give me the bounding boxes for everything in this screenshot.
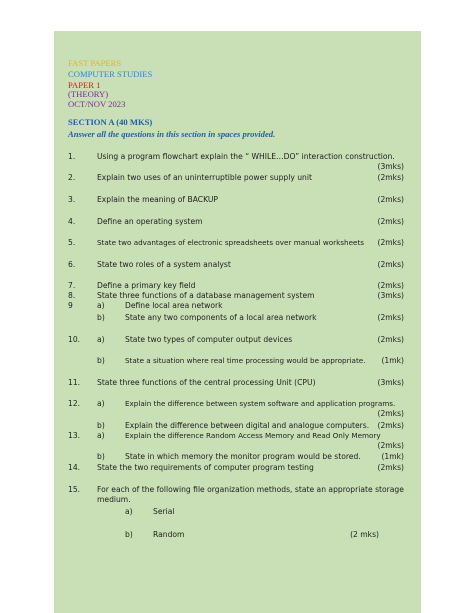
question-number: 15. — [68, 485, 81, 494]
question-text: State three functions of the central processing Unit (CPU) — [97, 378, 316, 387]
question-sub-label: a) — [97, 301, 105, 310]
question-marks: (2mks) — [377, 409, 404, 418]
question-number: 10. — [68, 335, 81, 344]
header-subject: COMPUTER STUDIES — [68, 69, 153, 79]
question-text: State two advantages of electronic spreadsheets over manual worksheets — [97, 238, 365, 247]
question-number: 7. — [68, 281, 76, 290]
question-text-continued: medium. — [97, 495, 131, 504]
question-sub-label: a) — [97, 431, 105, 440]
question-number: 2. — [68, 173, 76, 182]
question-marks: (2mks) — [377, 463, 404, 472]
question-marks: (2mks) — [377, 238, 404, 247]
question-marks: (2mks) — [377, 313, 404, 322]
question-number: 13. — [68, 431, 81, 440]
question-marks: (2mks) — [377, 195, 404, 204]
question-text: Explain the difference between system software and application programs. — [125, 399, 396, 408]
question-marks: (2mks) — [377, 335, 404, 344]
question-number: 8. — [68, 291, 76, 300]
question-text: State two types of computer output devices — [125, 335, 293, 344]
question-text: State two roles of a system analyst — [97, 260, 231, 269]
question-number: 9 — [68, 301, 73, 310]
header-publisher: FAST PAPERS — [68, 58, 122, 68]
question-text: Explain two uses of an uninterruptible power supply unit — [97, 173, 312, 182]
question-marks: (2mks) — [377, 173, 404, 182]
section-title: SECTION A (40 MKS) — [68, 117, 153, 127]
question-marks: (3mks) — [377, 378, 404, 387]
question-text: State in which memory the monitor program would be stored. — [125, 452, 361, 461]
question-text: Explain the difference Random Access Memory and Read Only Memory — [125, 431, 381, 440]
header-paper: PAPER 1 — [68, 80, 101, 90]
question-number: 14. — [68, 463, 81, 472]
question-marks: (2mks) — [377, 421, 404, 430]
question-marks: (3mks) — [377, 162, 404, 171]
question-sub-label: b) — [97, 313, 105, 322]
question-text: Explain the meaning of BACKUP — [97, 195, 218, 204]
question-text: Random — [153, 530, 185, 539]
question-sub-label: b) — [97, 452, 105, 461]
question-sub-label: b) — [125, 530, 133, 539]
question-text: Explain the difference between digital and analogue computers. — [125, 421, 370, 430]
section-instruction: Answer all the questions in this section in spaces provided. — [68, 129, 276, 139]
question-number: 3. — [68, 195, 76, 204]
question-number: 6. — [68, 260, 76, 269]
question-marks: (2mks) — [377, 441, 404, 450]
question-number: 5. — [68, 238, 76, 247]
header-date: OCT/NOV 2023 — [68, 99, 126, 109]
question-sub-label: a) — [125, 507, 133, 516]
question-marks: (2mks) — [377, 217, 404, 226]
question-text: State any two components of a local area network — [125, 313, 317, 322]
question-text: For each of the following file organization methods, state an appropriate storage — [97, 485, 404, 494]
question-marks: (1mk) — [381, 452, 404, 461]
question-number: 11. — [68, 378, 81, 387]
exam-page — [54, 31, 421, 613]
question-marks: (2mks) — [377, 260, 404, 269]
question-text: State the two requirements of computer program testing — [97, 463, 314, 472]
question-number: 12. — [68, 399, 81, 408]
question-number: 4. — [68, 217, 76, 226]
header-theory: (THEORY) — [68, 89, 109, 99]
question-sub-label: b) — [97, 421, 105, 430]
question-text: Serial — [153, 507, 175, 516]
question-number: 1. — [68, 152, 76, 161]
question-sub-label: a) — [97, 335, 105, 344]
question-text: Define an operating system — [97, 217, 203, 226]
question-sub-label: a) — [97, 399, 105, 408]
question-marks: (2mks) — [377, 281, 404, 290]
question-marks: (3mks) — [377, 291, 404, 300]
question-marks: (2 mks) — [350, 530, 379, 539]
question-sub-label: b) — [97, 356, 105, 365]
question-text: Define a primary key field — [97, 281, 196, 290]
question-text: Define local area network — [125, 301, 223, 310]
question-text: State a situation where real time processing would be appropriate. — [125, 356, 366, 365]
question-text: Using a program flowchart explain the “ WHILE…DO” interaction construction. — [97, 152, 395, 161]
question-text: State three functions of a database management system — [97, 291, 315, 300]
question-marks: (1mk) — [381, 356, 404, 365]
